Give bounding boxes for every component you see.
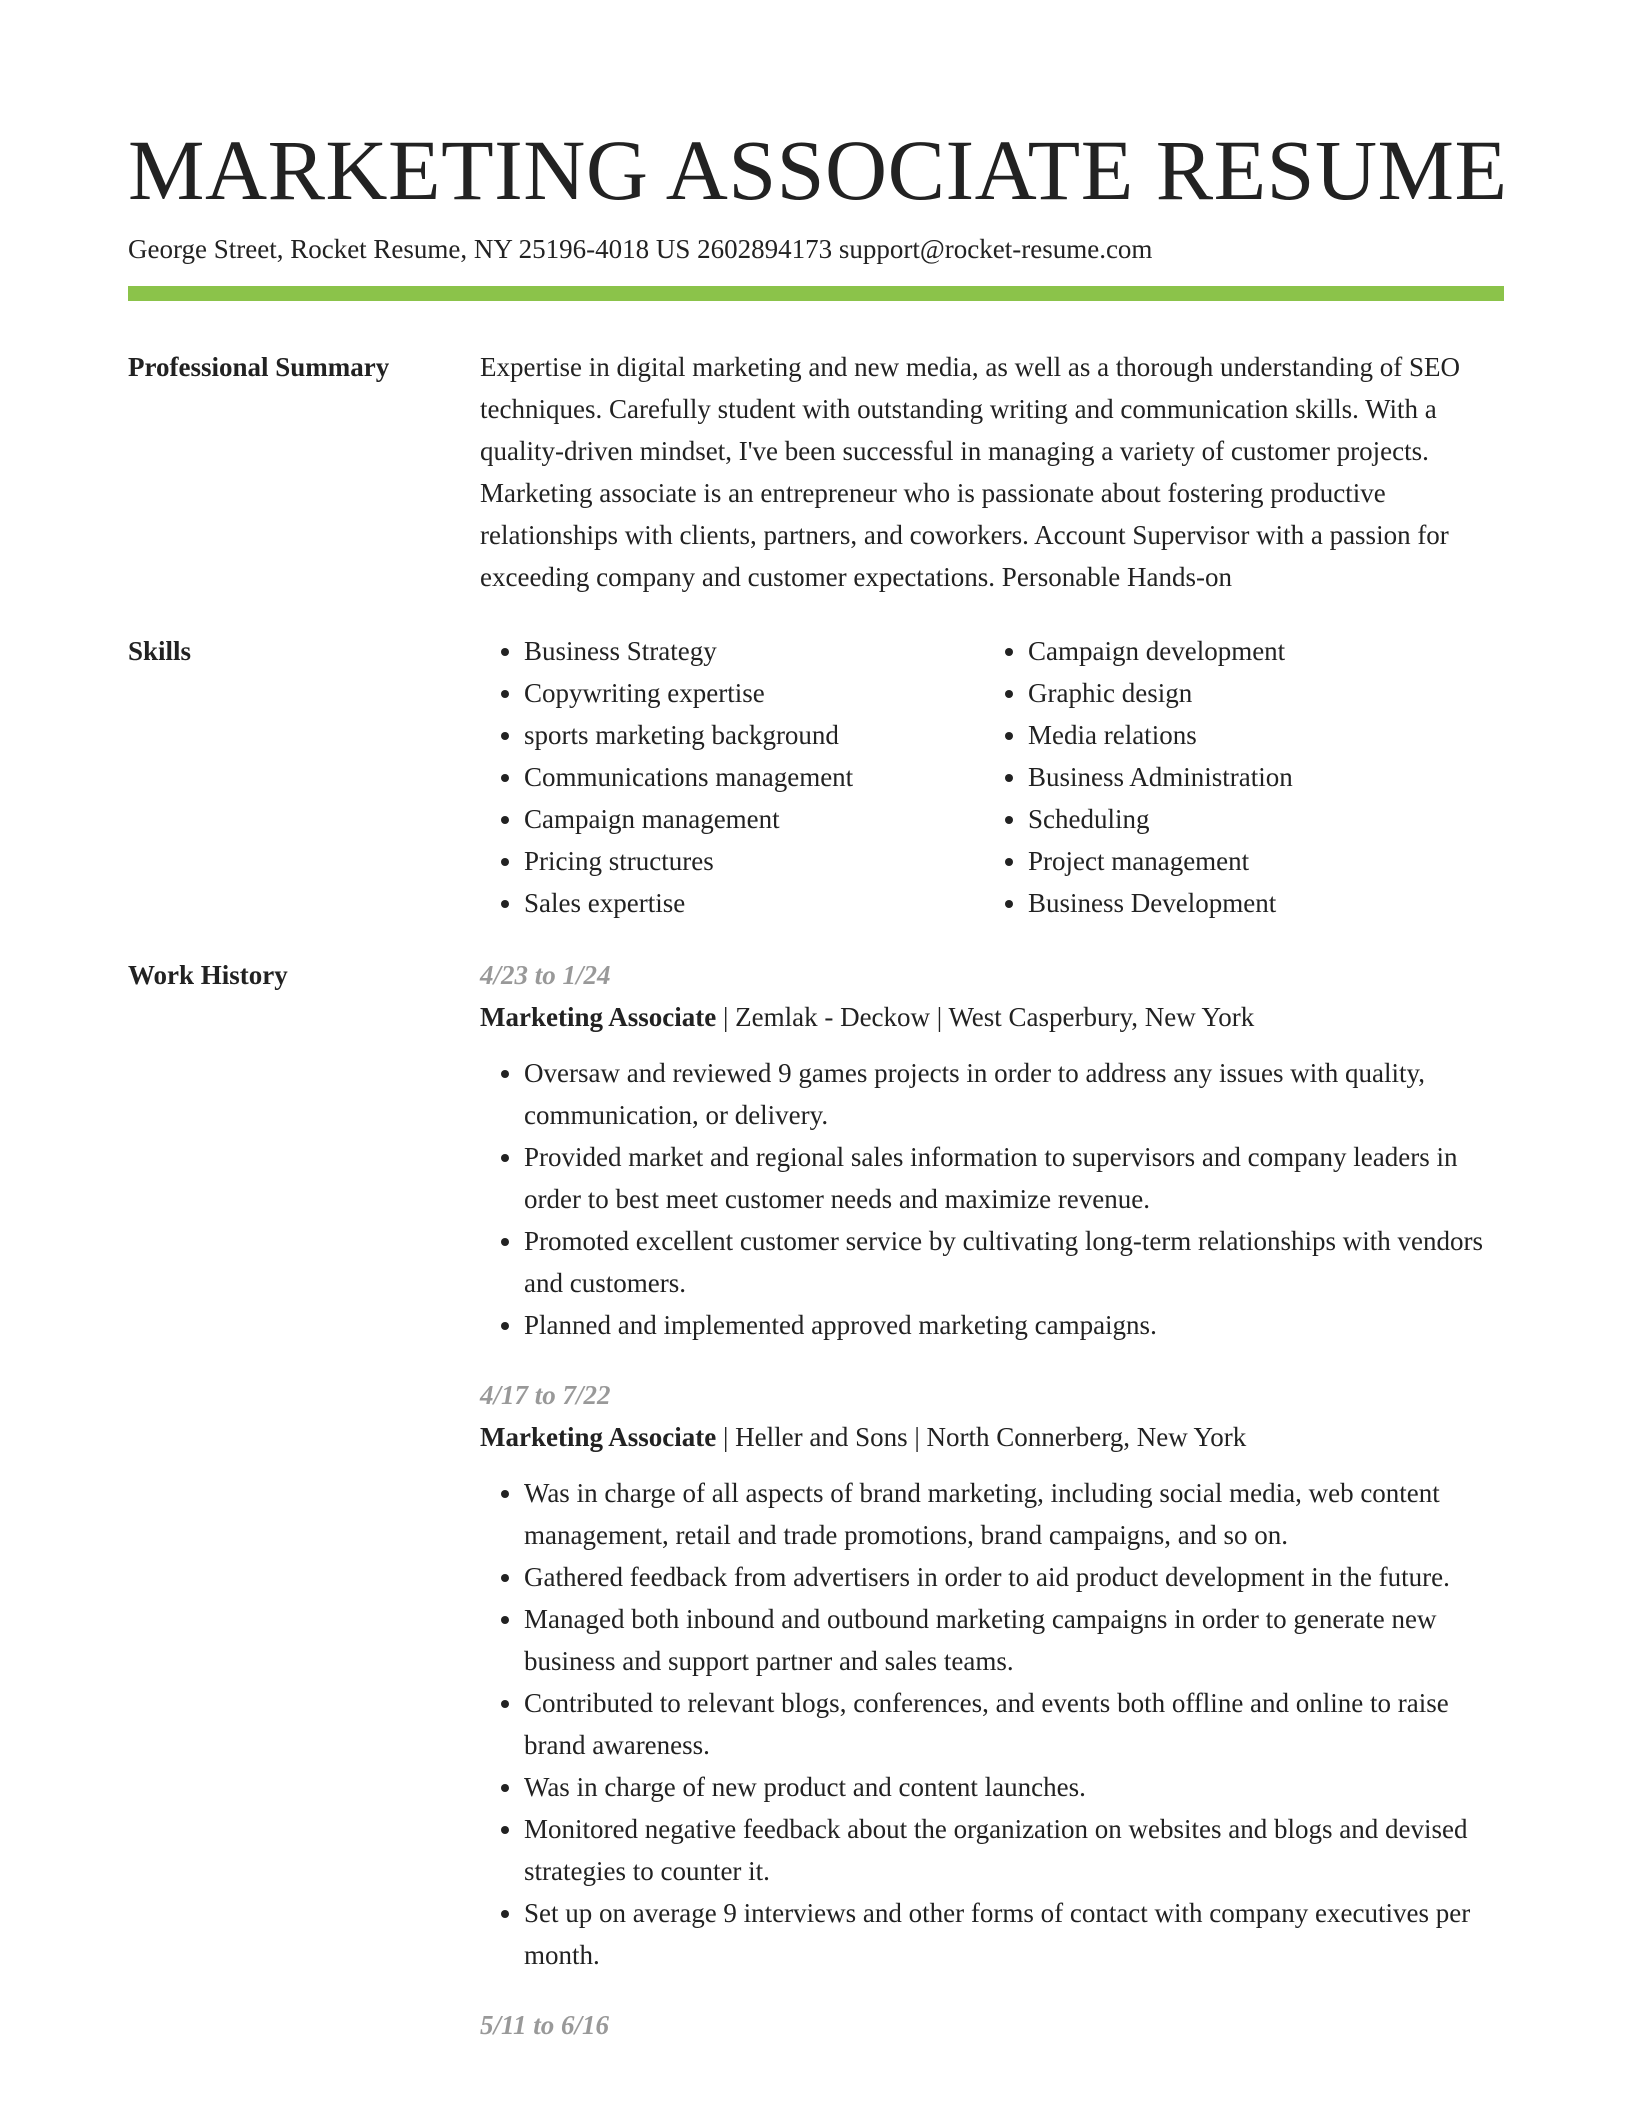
- summary-body: [480, 346, 1504, 598]
- skill-item: • Business Development: [1028, 882, 1488, 924]
- skill-item: • Scheduling: [1028, 798, 1488, 840]
- job-bullet: • Set up on average 9 interviews and other forms of contact with company executives per month.: [524, 1892, 1504, 1976]
- summary-label: Professional Summary: [128, 352, 390, 382]
- job-heading: [480, 1416, 1504, 1458]
- job-bullet: • Planned and implemented approved marketing campaigns.: [524, 1304, 1504, 1346]
- skills-column-left: [480, 630, 984, 924]
- skill-item: • Copywriting expertise: [524, 672, 984, 714]
- job-entry: [480, 2004, 1504, 2046]
- work-body: [480, 954, 1504, 2046]
- header-divider: [128, 286, 1504, 301]
- skill-item: • sports marketing background: [524, 714, 984, 756]
- skill-item: • Campaign management: [524, 798, 984, 840]
- job-heading: [480, 996, 1504, 1038]
- job-bullet: • Gathered feedback from advertisers in order to aid product development in the future.: [524, 1556, 1504, 1598]
- skills-column-right: [984, 630, 1488, 924]
- job-dates: 4/17 to 7/22: [480, 1380, 611, 1410]
- skill-item: • Sales expertise: [524, 882, 984, 924]
- skills-label: Skills: [128, 636, 192, 666]
- job-bullet: • Managed both inbound and outbound marketing campaigns in order to generate new business and support partner and sales teams.: [524, 1598, 1504, 1682]
- job-entry: [480, 954, 1504, 1346]
- skill-item: • Pricing structures: [524, 840, 984, 882]
- skill-item: • Business Administration: [1028, 756, 1488, 798]
- resume-title: MARKETING ASSOCIATE RESUME: [128, 122, 1508, 218]
- summary-text: Expertise in digital marketing and new media, as well as a thorough understanding of SEO techniques. Carefully student with outstanding writing and communication skills. With a quality-driven mindset, I've been successful in managing a variety of customer projects. Marketing associate is an entrepreneur who is passionate about fostering productive relationships with clients, partners, and coworkers. Account Supervisor with a passion for exceeding company and customer expectations. Personable Hands-on: [480, 352, 1461, 592]
- job-title: Marketing Associate: [480, 1422, 717, 1452]
- skills-grid: [480, 630, 1504, 924]
- job-details: | Heller and Sons | North Connerberg, New York: [716, 1422, 1247, 1452]
- skill-item: • Business Strategy: [524, 630, 984, 672]
- job-entry: [480, 1374, 1504, 1976]
- work-label: Work History: [128, 960, 288, 990]
- job-bullet: • Contributed to relevant blogs, conferences, and events both offline and online to raise brand awareness.: [524, 1682, 1504, 1766]
- job-bullet: • Oversaw and reviewed 9 games projects in order to address any issues with quality, communication, or delivery.: [524, 1052, 1504, 1136]
- skill-item: • Media relations: [1028, 714, 1488, 756]
- skill-item: • Graphic design: [1028, 672, 1488, 714]
- contact-line: George Street, Rocket Resume, NY 25196-4018 US 2602894173 support@rocket-resume.com: [128, 234, 1153, 264]
- job-details: | Zemlak - Deckow | West Casperbury, New York: [716, 1002, 1255, 1032]
- job-bullet: • Was in charge of all aspects of brand marketing, including social media, web content management, retail and trade promotions, brand campaigns, and so on.: [524, 1472, 1504, 1556]
- job-bullets: [480, 1472, 1504, 1976]
- job-bullet: • Monitored negative feedback about the organization on websites and blogs and devised strategies to counter it.: [524, 1808, 1504, 1892]
- job-bullets: [480, 1052, 1504, 1346]
- job-bullet: • Provided market and regional sales information to supervisors and company leaders in order to best meet customer needs and maximize revenue.: [524, 1136, 1504, 1220]
- job-dates: 4/23 to 1/24: [480, 960, 611, 990]
- skill-item: • Campaign development: [1028, 630, 1488, 672]
- job-dates: 5/11 to 6/16: [480, 2010, 610, 2040]
- skills-body: [480, 630, 1504, 924]
- skill-item: • Project management: [1028, 840, 1488, 882]
- job-bullet: • Promoted excellent customer service by cultivating long-term relationships with vendors and customers.: [524, 1220, 1504, 1304]
- skill-item: • Communications management: [524, 756, 984, 798]
- job-title: Marketing Associate: [480, 1002, 717, 1032]
- job-bullet: • Was in charge of new product and content launches.: [524, 1766, 1504, 1808]
